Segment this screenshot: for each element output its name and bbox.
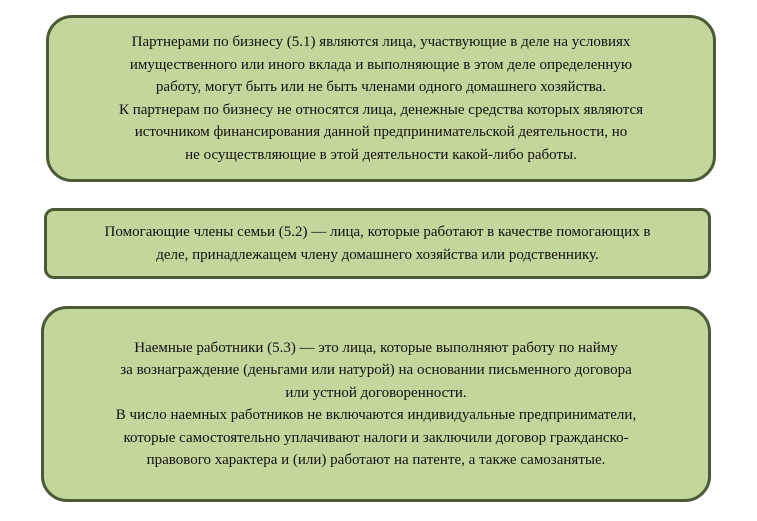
- employees-text-line: за вознаграждение (деньгами или натурой) на основании письменного договора: [120, 362, 632, 378]
- business-partners-box: [46, 15, 716, 182]
- helping-family-members-box: [44, 208, 711, 279]
- hired-employees-box: [41, 306, 711, 502]
- partners-text-line: Партнерами по бизнесу (5.1) являются лица, участвующие в деле на условиях: [131, 34, 631, 50]
- partners-text-line: К партнерам по бизнесу не относятся лица, денежные средства которых являются: [118, 101, 644, 118]
- employees-text-line: или устной договоренности.: [285, 384, 467, 401]
- partners-text-line: имущественного или иного вклада и выполняющие в этом деле определенную: [129, 56, 633, 73]
- family-text-line: Помогающие члены семьи (5.2) — лица, которые работают в качестве помогающих в: [104, 224, 651, 240]
- employees-text-line: которые самостоятельно уплачивают налоги и заключили договор гражданско-: [123, 429, 629, 446]
- employees-text-line: В число наемных работников не включаются индивидуальные предприниматели,: [115, 407, 637, 423]
- partners-text-line: не осуществляющие в этой деятельности какой-либо работы.: [185, 146, 577, 163]
- partners-text-line: источником финансирования данной предпринимательской деятельности, но: [134, 124, 628, 140]
- employees-text-line: правового характера и (или) работают на патенте, а также самозанятые.: [146, 452, 606, 468]
- partners-text-line: работу, могут быть или не быть членами одного домашнего хозяйства.: [155, 79, 607, 95]
- employees-text-line: Наемные работники (5.3) — это лица, которые выполняют работу по найму: [134, 339, 618, 356]
- family-text-line: деле, принадлежащем члену домашнего хозяйства или родственнику.: [156, 246, 599, 263]
